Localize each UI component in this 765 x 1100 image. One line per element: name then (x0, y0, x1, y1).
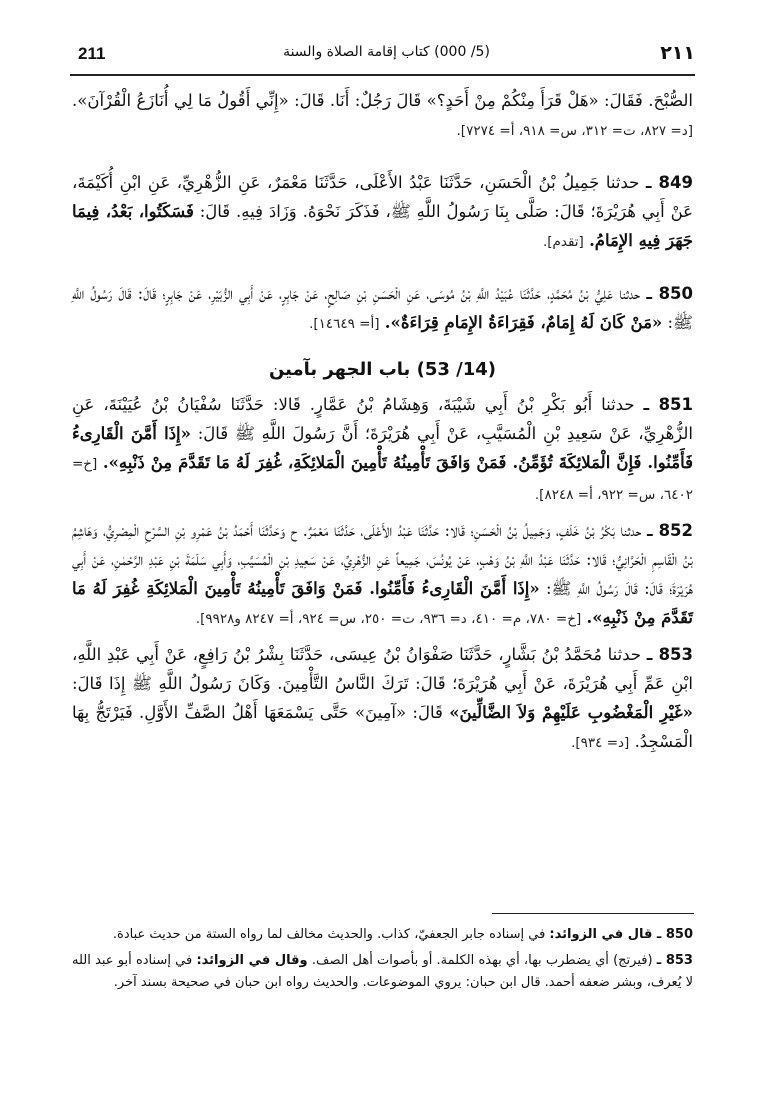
opening-paragraph (72, 86, 693, 146)
hadith-isnad: حدثنا مُحَمَّدُ بْنُ بَشَّارٍ، حَدَّثَنَا صَفْوَانُ بْنُ عِيسَى، حَدَّثَنَا بِشْرُ بْنُ رَافِعٍ، عَنْ أَبِي عَبْدِ اللَّهِ، ابْنِ عَمِّ أَبِي هُرَيْرَةَ، عَنْ أَبِي هُرَيْرَةَ؛ قَالَ: تَرَكَ النَّاسُ التَّأْمِينَ. وَكَانَ رَسُولُ اللَّهِ ﷺ إِذَا قَالَ: (72, 645, 693, 693)
hadith-isnad: حدثنا جَمِيلُ بْنُ الْحَسَنِ، حَدَّثَنَا عَبْدُ الأَعْلَى، حَدَّثَنَا مَعْمَرٌ، عَنِ الزُّهْرِيِّ، عَنِ ابْنِ أُكَيْمَةَ، عَنْ أَبِي هُرَيْرَةَ؛ قَالَ: صَلَّى بِنَا رَسُولُ اللَّهِ ﷺ، فَذَكَرَ نَحْوَهُ. وَزَادَ فِيهِ. قَالَ: (72, 173, 693, 221)
footnote-text: (فيرتج) أي يضطرب بها، أي بهذه الكلمة. أو بأصوات أهل الصف. (311, 953, 653, 968)
footnote-853 (72, 950, 693, 994)
hadith-ref: [خ= ٧٨٠، م= ٤١٠، د= ٩٣٦، ت= ٢٥٠، س= ٩٢٤، أ= ٨٢٤٧ و٩٩٢٨]. (195, 611, 582, 627)
running-header (78, 38, 695, 72)
hadith-ref: [أ= ١٤٦٤٩]. (309, 316, 380, 332)
book-title: (5/ 000) كتاب إقامة الصلاة والسنة (283, 44, 490, 60)
main-text (72, 86, 693, 758)
footnote-text: في إسناده جابر الجعفيّ، كذاب. والحديث مخالف لما رواه الستة من حديث عبادة. (112, 927, 546, 942)
hadith-853 (72, 640, 693, 758)
footnote-lead: 850 ـ قال في الزوائد: (549, 927, 693, 942)
hadith-ref: [تقدم]. (542, 234, 584, 250)
hadith-852 (72, 516, 693, 634)
hadith-ref: [د= ٩٣٤]. (571, 735, 630, 751)
hadith-isnad: حدثنا بَكْرُ بْنُ خَلَفٍ، وَجَمِيلُ بْنُ الْحَسَنِ؛ قَالا: حَدَّثَنَا عَبْدُ الأَعْلَى، حَدَّثَنَا مَعْمَرٌ. ح وَحَدَّثَنَا أَحْمَدُ بْنُ عَمْرِو بْنِ السَّرْحِ الْمِصْرِيُّ، وَهَاشِمُ بْنُ الْقَاسِمِ الْحَرَّانِيُّ؛ قَالا: حَدَّثَنَا عَبْدُ اللَّهِ بْنُ وَهْبٍ، عَنْ يُونُسَ، جَمِيعاً عَنِ الزُّهْرِيِّ، عَنْ سَعِيدِ بْنِ الْمُسَيَّبِ، وَأَبِي سَلَمَةَ بْنِ عَبْدِ الرَّحْمٰنِ، عَنْ أَبِي هُرَيْرَةَ؛ قَالَ: قَالَ رَسُولُ اللَّهِ ﷺ: (72, 521, 693, 598)
hadith-number: 851 ـ (643, 395, 694, 414)
hadith-continuation: قَالَ: «آمِينَ» حَتَّى يَسْمَعَهَا أَهْلُ الصَّفِّ الأَوَّلِ. فَيَرْتَجُّ بِهَا الْمَسْجِدُ. (72, 703, 693, 751)
chapter-heading: (14/ 53) باب الجهر بآمين (268, 359, 497, 380)
footnote-lead: 853 ـ (656, 953, 693, 968)
hadith-isnad: حدثنا عَلِيُّ بْنُ مُحَمَّدٍ، حَدَّثَنَا عُبَيْدُ اللَّهِ بْنُ مُوسَى، عَنِ الْحَسَنِ بْنِ صَالِحٍ، عَنْ جَابِرٍ، عَنْ أَبِي الزُّبَيْرِ، عَنْ جَابِرٍ؛ قَالَ: قَالَ رَسُولُ اللَّهِ ﷺ: (72, 284, 693, 332)
hadith-850 (72, 279, 693, 339)
hadith-matn: «إِذَا أَمَّنَ الْقَارِىءُ فَأَمِّنُوا. فَمَنْ وَافَقَ تَأْمِينُهُ تَأْمِينَ الْمَلائِكَةِ غُفِرَ لَهُ مَا تَقَدَّمَ مِنْ ذَنْبِهِ». (72, 579, 693, 627)
opening-ref: [د= ٨٢٧، ت= ٣١٢، س= ٩١٨، أ= ٧٢٧٤]. (456, 123, 693, 139)
hadith-number: 850 ـ (646, 284, 694, 303)
hadith-isnad: حدثنا أَبُو بَكْرِ بْنُ أَبِي شَيْبَةَ، وَهِشَامُ بْنُ عَمَّارٍ. قَالا: حَدَّثَنَا سُفْيَانُ بْنُ عُيَيْنَةَ، عَنِ الزُّهْرِيِّ، عَنْ سَعِيدِ بْنِ الْمُسَيَّبِ، عَنْ أَبِي هُرَيْرَةَ؛ أَنَّ رَسُولَ اللَّهِ ﷺ قَالَ: (72, 395, 694, 443)
footnotes (72, 924, 693, 998)
hadith-number: 849 ـ (645, 173, 693, 192)
hadith-matn: «مَنْ كَانَ لَهُ إِمَامٌ، فَقِرَاءَةُ الإِمَامِ قِرَاءَةٌ». (384, 313, 663, 332)
hadith-matn: «إِذَا أَمَّنَ الْقَارِىءُ فَأَمِّنُوا. فَإِنَّ الْمَلائِكَةَ تُؤَمِّنُ. فَمَنْ وَافَقَ تَأْمِينُهُ تَأْمِينَ الْمَلائِكَةِ، غُفِرَ لَهُ مَا تَقَدَّمَ مِنْ ذَنْبِهِ». (72, 424, 693, 472)
hadith-number: 852 ـ (647, 521, 694, 540)
hadith-number: 853 ـ (646, 645, 694, 664)
page-number-latin: 211 (78, 44, 106, 63)
footnote-rule (492, 913, 694, 914)
footnote-lead-2: وقال في الزوائد: (196, 953, 308, 968)
hadith-matn: «غَيْرِ الْمَغْضُوبِ عَلَيْهِمْ وَلاَ الضَّالِّينَ» (449, 703, 693, 722)
hadith-851 (72, 390, 693, 510)
footnote-850 (72, 924, 693, 946)
opening-text: الصُّبْحَ. فَقَالَ: «هَلْ قَرَأَ مِنْكُمْ مِنْ أَحَدٍ؟» قَالَ رَجُلٌ: أَنَا. قَالَ: «إِنِّي أَقُولُ مَا لِي أُنَازَعُ الْقُرْآنَ». (72, 91, 693, 110)
hadith-849 (72, 168, 693, 257)
hadith-ref: [خ= ٦٤٠٢، س= ٩٢٢، أ= ٨٢٤٨]. (72, 456, 693, 503)
page-number-arabic: ٢١١ (660, 42, 695, 64)
header-rule (70, 74, 695, 76)
footnote-text-2: في إسناده أبو عبد الله لا يُعرف، وبشر ضعفه أحمد. قال ابن حبان: يروي الموضوعات. والحديث رواه ابن حبان في صحيحة بسند آخر. (72, 953, 693, 990)
hadith-matn: فَسَكَتُوا، بَعْدُ، فِيمَا جَهَرَ فِيهِ الإِمَامُ. (72, 202, 693, 250)
